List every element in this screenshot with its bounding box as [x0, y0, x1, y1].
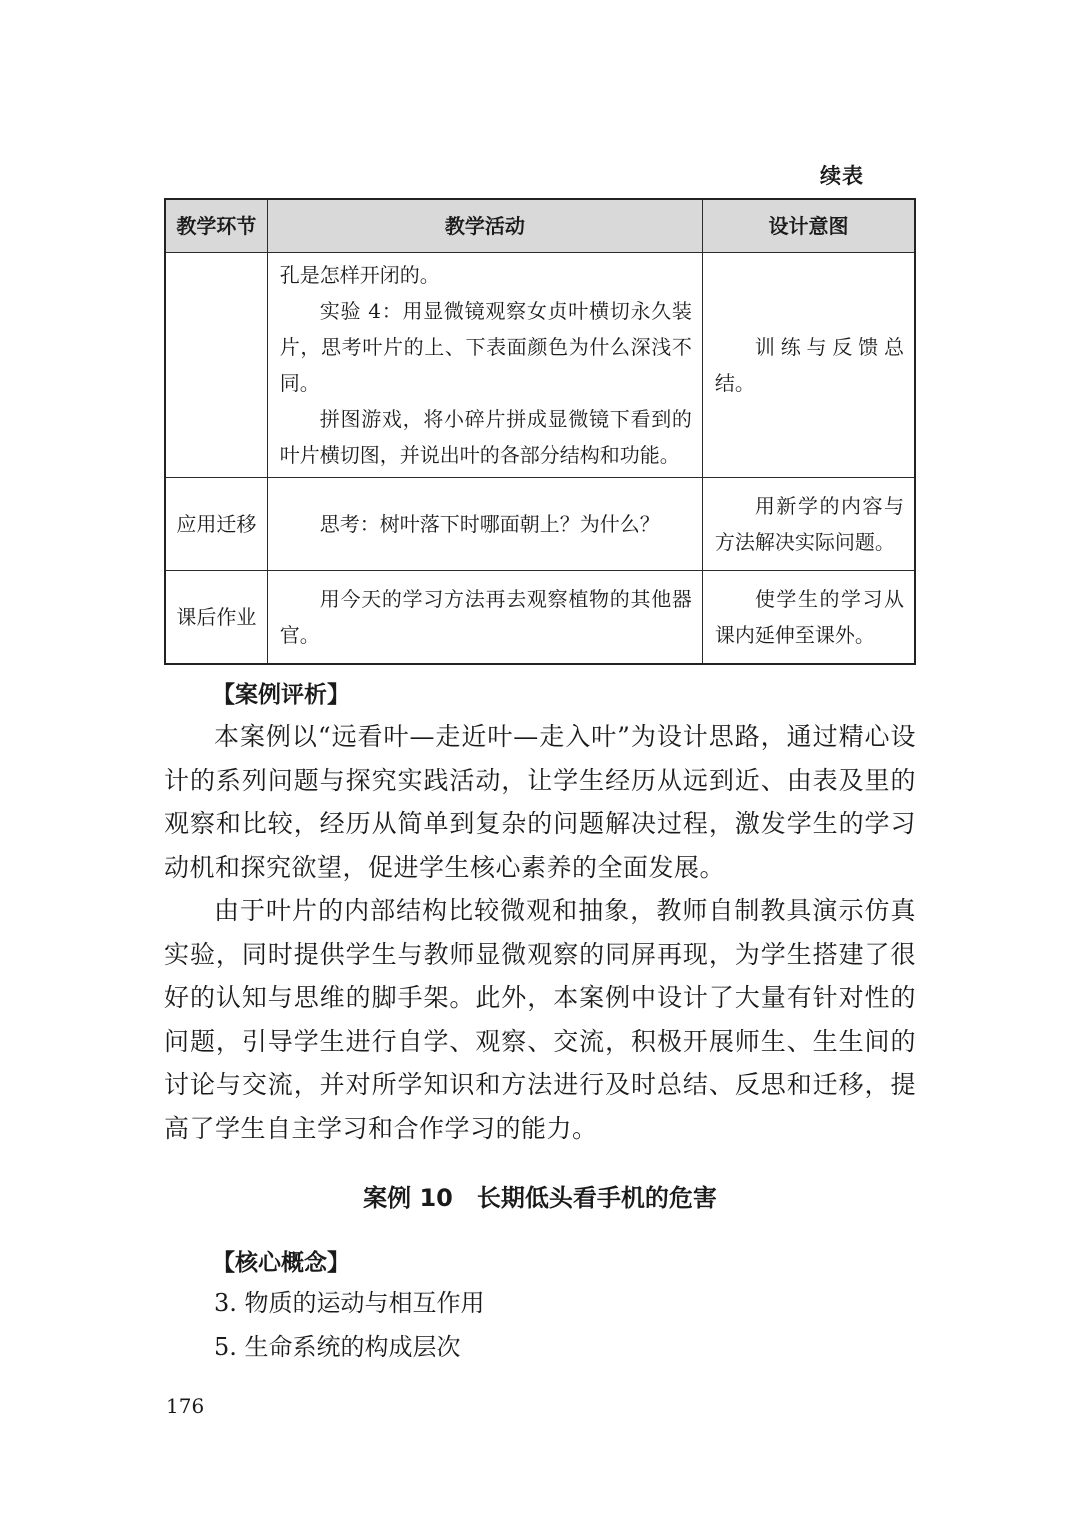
activity-paragraph: 实验 4：用显微镜观察女贞叶横切永久装片，思考叶片的上、下表面颜色为什么深浅不同。 [279, 299, 692, 395]
stage-cell [165, 253, 267, 478]
activity-paragraph: 拼图游戏，将小碎片拼成显微镜下看到的叶片横切图，并说出叶的各部分结构和功能。 [279, 407, 692, 467]
activity-cell [267, 253, 702, 478]
table-header-row [165, 199, 915, 253]
intent-text: 使学生的学习从课内延伸至课外。 [714, 587, 904, 647]
activity-paragraph: 孔是怎样开闭的。 [279, 263, 440, 287]
activity-paragraph: 用今天的学习方法再去观察植物的其他器官。 [279, 587, 692, 647]
page-number: 176 [166, 1394, 205, 1418]
header-activity: 教学活动 [267, 199, 702, 253]
table-row [165, 571, 915, 665]
table-row [165, 253, 915, 478]
header-stage: 教学环节 [165, 199, 267, 253]
analysis-paragraph: 由于叶片的内部结构比较微观和抽象，教师自制教具演示仿真实验，同时提供学生与教师显微观察的同屏再现，为学生搭建了很好的认知与思维的脚手架。此外，本案例中设计了大量有针对性的问题，引导学生进行自学、观察、交流，积极开展师生、生生间的讨论与交流，并对所学知识和方法进行及时总结、反思和迁移，提高了学生自主学习和合作学习的能力。 [164, 896, 916, 1143]
activity-cell [267, 571, 702, 665]
analysis-paragraph: 本案例以“远看叶—走近叶—走入叶”为设计思路，通过精心设计的系列问题与探究实践活动，让学生经历从远到近、由表及里的观察和比较，经历从简单到复杂的问题解决过程，激发学生的学习动机和探究欲望，促进学生核心素养的全面发展。 [164, 722, 916, 882]
concept-item: 5. 生命系统的构成层次 [214, 1333, 461, 1361]
core-concepts-section [164, 1244, 916, 1369]
activity-paragraph: 思考：树叶落下时哪面朝上？为什么？ [319, 512, 660, 536]
intent-text: 训练与反馈总结。 [714, 335, 904, 395]
intent-cell [702, 571, 915, 665]
continued-table-label: 续表 [820, 164, 864, 188]
intent-cell [702, 478, 915, 571]
core-concepts-heading: 【核心概念】 [212, 1250, 350, 1276]
intent-text: 用新学的内容与方法解决实际问题。 [714, 494, 904, 554]
intent-cell [702, 253, 915, 478]
stage-cell: 课后作业 [165, 571, 267, 665]
lesson-table [164, 198, 916, 665]
analysis-heading: 【案例评析】 [212, 682, 350, 708]
activity-cell [267, 478, 702, 571]
case-title: 案例 10 长期低头看手机的危害 [363, 1184, 717, 1212]
concept-item: 3. 物质的运动与相互作用 [214, 1289, 485, 1317]
analysis-section [164, 676, 916, 1150]
header-intent: 设计意图 [702, 199, 915, 253]
stage-cell: 应用迁移 [165, 478, 267, 571]
table-row [165, 478, 915, 571]
